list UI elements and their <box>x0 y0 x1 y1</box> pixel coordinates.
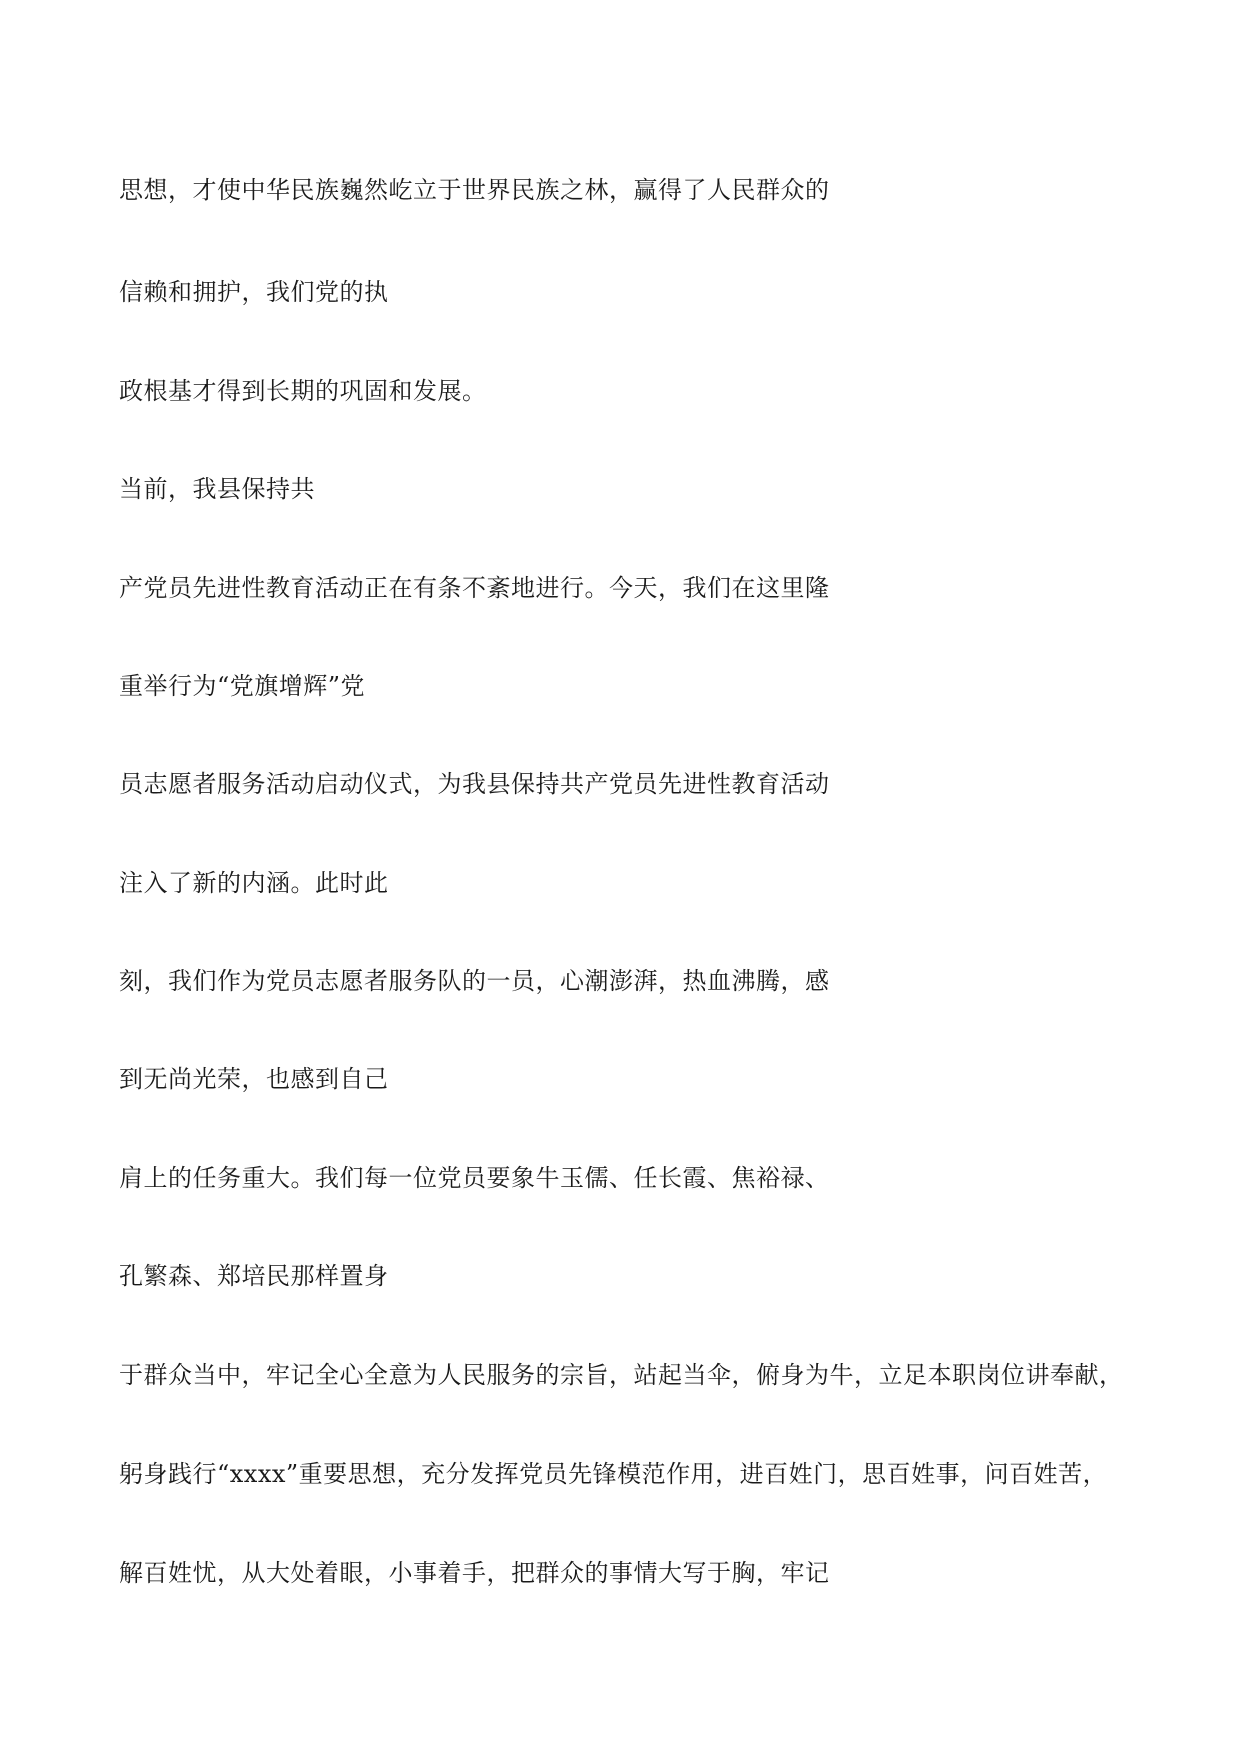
text-line-6: 重举行为“党旗增辉”党 <box>119 672 366 700</box>
text-line-12: 孔繁森、郑培民那样置身 <box>119 1262 389 1290</box>
text-line-5: 产党员先进性教育活动正在有条不紊地进行。今天，我们在这里隆 <box>119 574 830 602</box>
text-line-9: 刻，我们作为党员志愿者服务队的一员，心潮澎湃，热血沸腾，感 <box>119 967 830 995</box>
text-line-15: 解百姓忧，从大处着眼，小事着手，把群众的事情大写于胸，牢记 <box>119 1559 830 1587</box>
text-line-8: 注入了新的内涵。此时此 <box>119 869 389 897</box>
text-line-14: 躬身践行“xxxx”重要思想，充分发挥党员先锋模范作用，进百姓门，思百姓事，问百姓苦， <box>119 1460 1108 1488</box>
text-line-1: 思想，才使中华民族巍然屹立于世界民族之林，赢得了人民群众的 <box>119 176 830 204</box>
text-line-3: 政根基才得到长期的巩固和发展。 <box>119 377 487 405</box>
text-line-4: 当前，我县保持共 <box>119 475 315 503</box>
text-line-11: 肩上的任务重大。我们每一位党员要象牛玉儒、任长霞、焦裕禄、 <box>119 1164 830 1192</box>
text-line-13: 于群众当中，牢记全心全意为人民服务的宗旨，站起当伞，俯身为牛，立足本职岗位讲奉献， <box>119 1361 1124 1389</box>
text-line-7: 员志愿者服务活动启动仪式，为我县保持共产党员先进性教育活动 <box>119 770 830 798</box>
text-line-10: 到无尚光荣，也感到自己 <box>119 1065 389 1093</box>
text-line-2: 信赖和拥护，我们党的执 <box>119 278 389 306</box>
